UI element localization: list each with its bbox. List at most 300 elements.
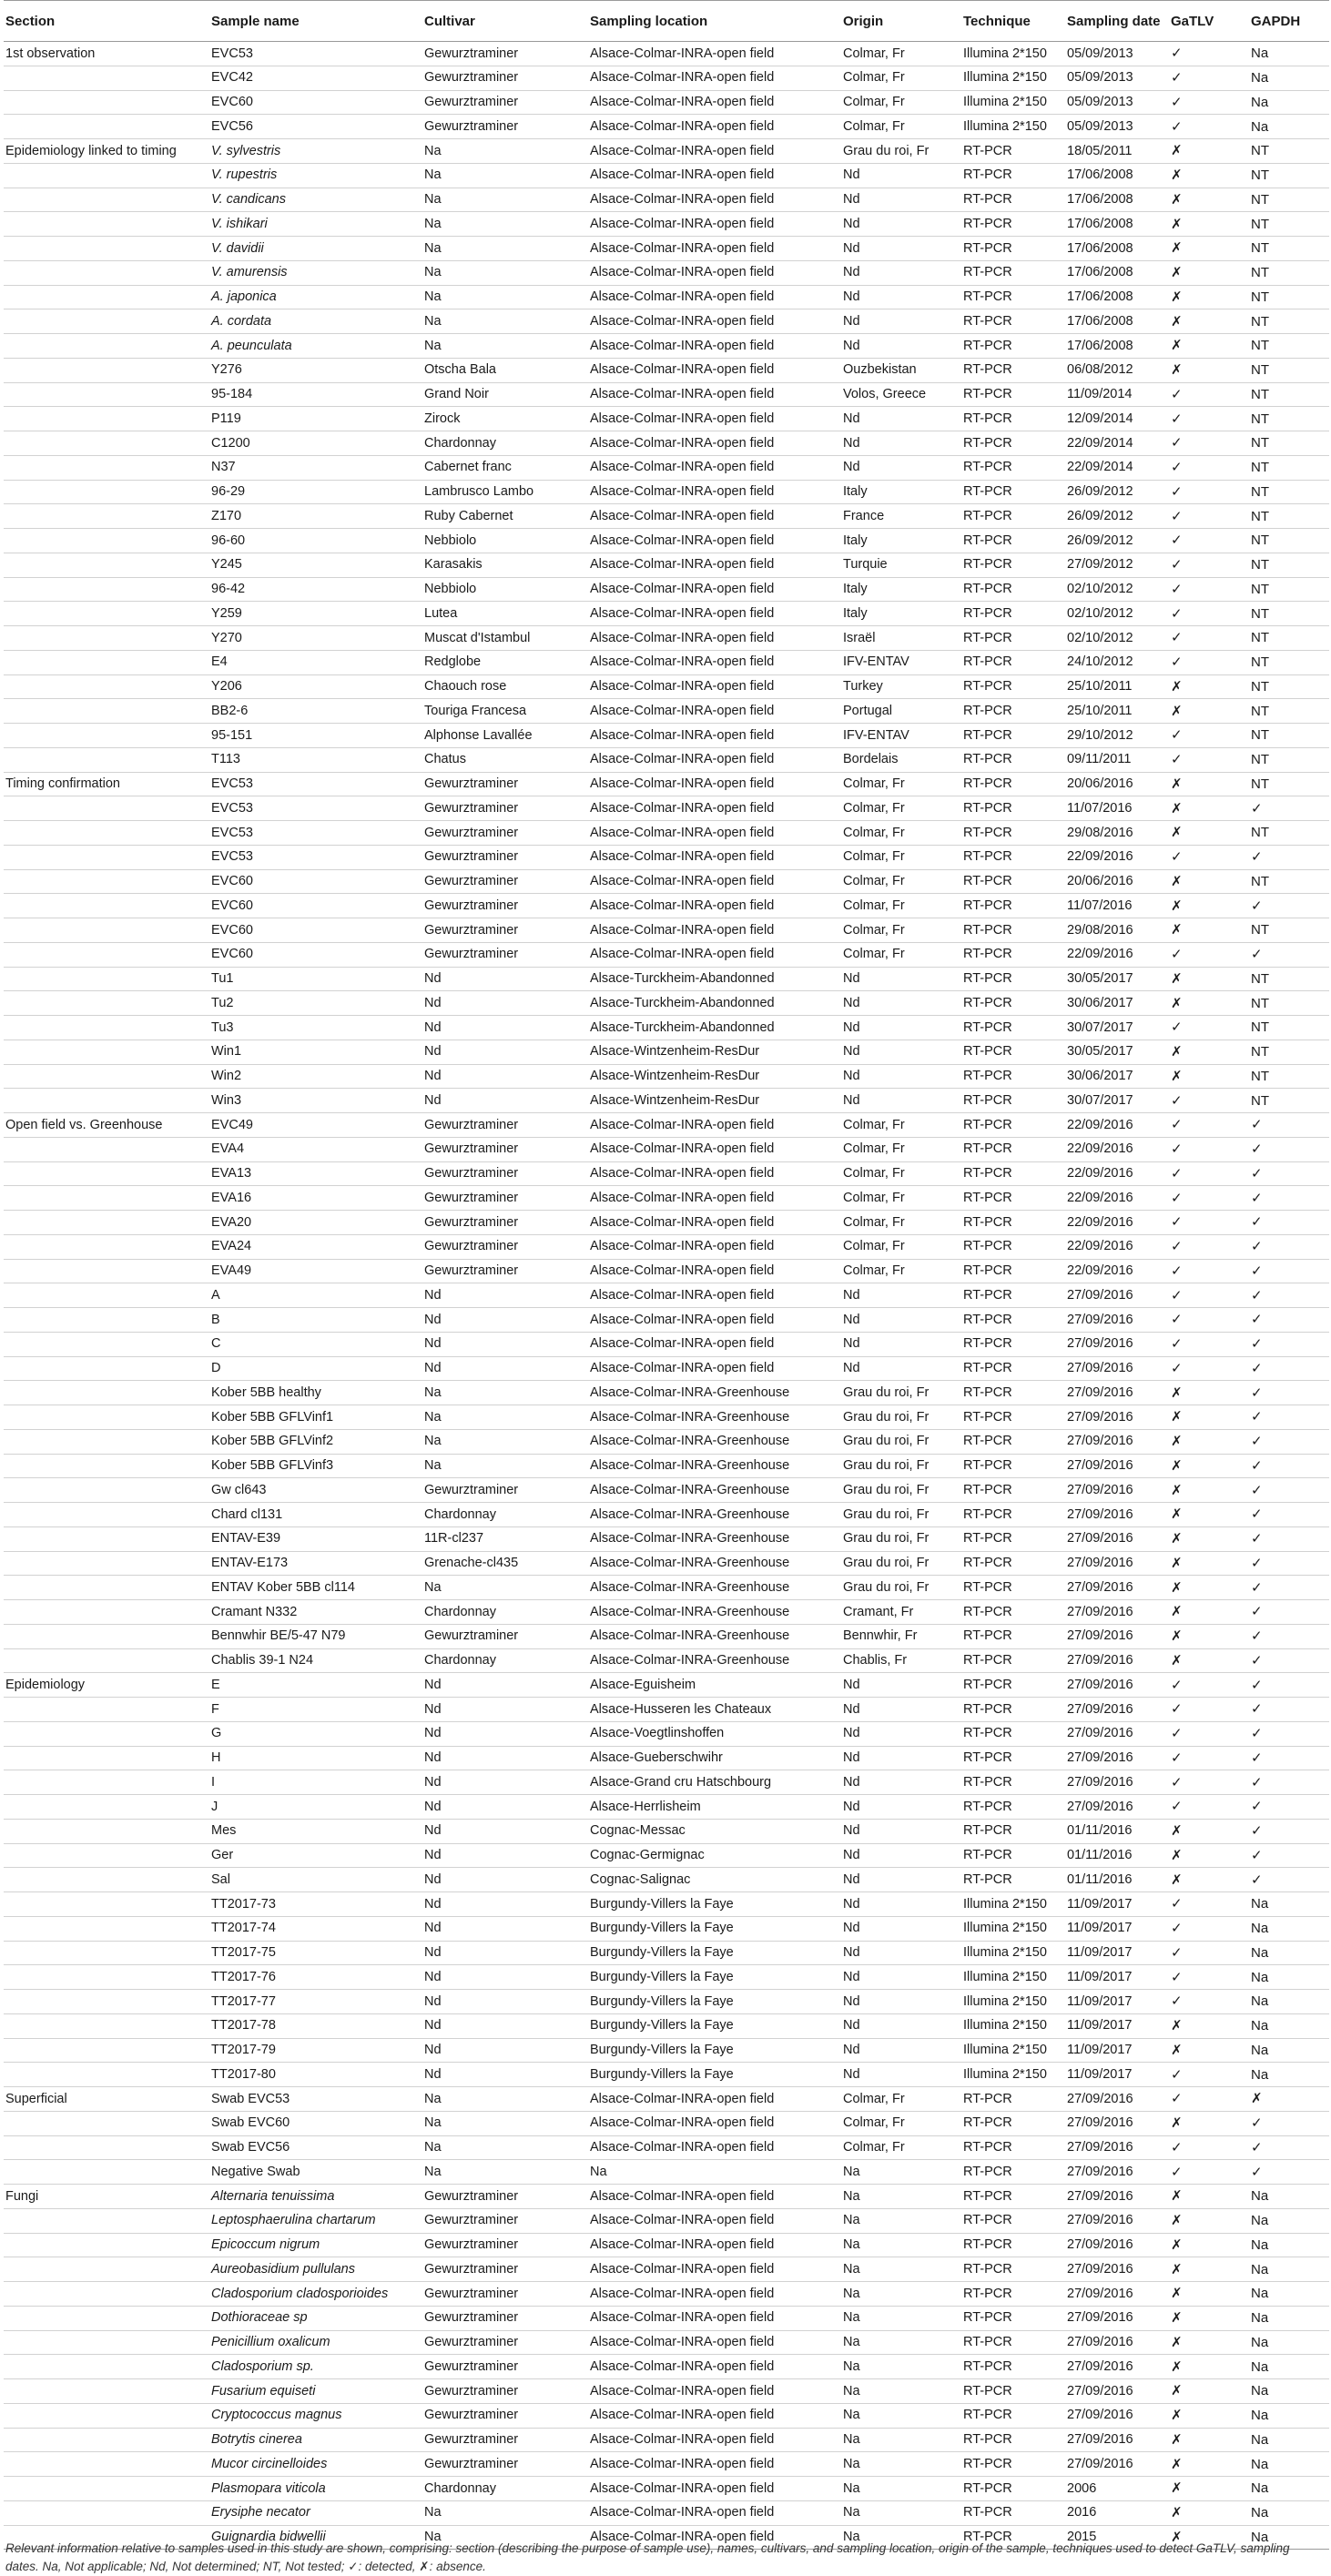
cell-sampling-date: 27/09/2016 (1065, 1478, 1169, 1503)
cell-origin: Cramant, Fr (841, 1600, 961, 1625)
cell-origin: Colmar, Fr (841, 1161, 961, 1186)
cell-gapdh: NT (1249, 382, 1329, 407)
cell-cultivar: Grand Noir (422, 382, 588, 407)
cell-section (4, 66, 209, 90)
cell-gatlv: ✓ (1169, 42, 1249, 66)
table-caption (5, 2540, 1326, 2576)
cell-section (4, 747, 209, 772)
table-row (4, 2185, 1329, 2209)
cell-sampling-location: Alsace-Colmar-INRA-open field (588, 309, 841, 334)
cell-sampling-location: Alsace-Colmar-INRA-open field (588, 650, 841, 674)
cell-gatlv: ✓ (1169, 1137, 1249, 1161)
cell-technique: Illumina 2*150 (961, 2038, 1065, 2063)
cell-technique: RT-PCR (961, 1624, 1065, 1648)
cell-sampling-location: Alsace-Colmar-INRA-open field (588, 772, 841, 796)
cell-gatlv: ✗ (1169, 2185, 1249, 2209)
cell-section (4, 2428, 209, 2452)
cell-sampling-date: 27/09/2016 (1065, 2185, 1169, 2209)
species-name: Aureobasidium pullulans (211, 2261, 355, 2277)
cell-origin: Grau du roi, Fr (841, 1478, 961, 1503)
cell-gatlv: ✗ (1169, 1405, 1249, 1430)
table-row (4, 2500, 1329, 2525)
cell-technique: RT-PCR (961, 1795, 1065, 1820)
cell-sampling-location: Alsace-Colmar-INRA-open field (588, 869, 841, 894)
table-row (4, 869, 1329, 894)
cell-technique: RT-PCR (961, 1161, 1065, 1186)
species-name: V. rupestris (211, 167, 278, 183)
cell-sampling-location: Alsace-Colmar-INRA-open field (588, 2428, 841, 2452)
cell-sampling-date: 27/09/2016 (1065, 2135, 1169, 2160)
cell-gapdh: NT (1249, 1040, 1329, 1064)
cell-technique: RT-PCR (961, 2185, 1065, 2209)
cell-section (4, 529, 209, 553)
cell-technique: RT-PCR (961, 260, 1065, 285)
cell-sampling-location: Alsace-Colmar-INRA-Greenhouse (588, 1478, 841, 1503)
cell-origin: Na (841, 2525, 961, 2550)
cell-sampling-date: 29/08/2016 (1065, 918, 1169, 943)
cell-technique: RT-PCR (961, 2379, 1065, 2404)
cell-gatlv: ✗ (1169, 2038, 1249, 2063)
cell-cultivar: Nd (422, 1673, 588, 1698)
cell-origin: Grau du roi, Fr (841, 1576, 961, 1600)
cell-cultivar: Gewurztraminer (422, 845, 588, 869)
cell-section (4, 1332, 209, 1356)
cell-gatlv: ✓ (1169, 2160, 1249, 2185)
cell-origin: Nd (841, 2038, 961, 2063)
cell-gapdh: ✓ (1249, 1211, 1329, 1235)
table-row (4, 1234, 1329, 1259)
cell-origin: Colmar, Fr (841, 869, 961, 894)
cell-sample-name: Sal (209, 1868, 422, 1892)
cell-gapdh: NT (1249, 821, 1329, 846)
cell-gatlv: ✗ (1169, 2330, 1249, 2355)
cell-sampling-location: Alsace-Colmar-INRA-open field (588, 480, 841, 504)
cell-gapdh: Na (1249, 2063, 1329, 2087)
cell-gapdh: Na (1249, 2403, 1329, 2428)
cell-gatlv: ✓ (1169, 650, 1249, 674)
cell-sampling-location: Alsace-Colmar-INRA-open field (588, 212, 841, 237)
cell-sampling-location: Alsace-Colmar-INRA-open field (588, 2330, 841, 2355)
cell-technique: RT-PCR (961, 1113, 1065, 1138)
cell-cultivar: Na (422, 212, 588, 237)
cell-cultivar: Na (422, 2160, 588, 2185)
cell-origin: Nd (841, 1868, 961, 1892)
cell-technique: RT-PCR (961, 2355, 1065, 2379)
cell-sample-name: 96-29 (209, 480, 422, 504)
cell-section (4, 1161, 209, 1186)
cell-sample-name: EVA4 (209, 1137, 422, 1161)
cell-technique: RT-PCR (961, 869, 1065, 894)
cell-sample-name: Kober 5BB GFLVinf3 (209, 1454, 422, 1478)
cell-sampling-location: Alsace-Colmar-INRA-open field (588, 2525, 841, 2550)
cell-sample-name (209, 212, 422, 237)
cell-gapdh: ✓ (1249, 1405, 1329, 1430)
cell-origin: Na (841, 2306, 961, 2330)
cell-gatlv: ✓ (1169, 2135, 1249, 2160)
cell-origin: Grau du roi, Fr (841, 139, 961, 164)
cell-gapdh: ✓ (1249, 1429, 1329, 1454)
cell-cultivar: Karasakis (422, 553, 588, 577)
cell-cultivar: Na (422, 188, 588, 212)
cell-gapdh: NT (1249, 260, 1329, 285)
table-row (4, 2282, 1329, 2307)
cell-cultivar: Chaouch rose (422, 674, 588, 699)
cell-gapdh: ✓ (1249, 1478, 1329, 1503)
cell-sample-name (209, 309, 422, 334)
cell-sampling-date: 27/09/2016 (1065, 1576, 1169, 1600)
cell-cultivar: Na (422, 2087, 588, 2112)
table-row (4, 1721, 1329, 1746)
cell-sampling-date: 22/09/2016 (1065, 1259, 1169, 1283)
cell-cultivar: Gewurztraminer (422, 2379, 588, 2404)
table-row (4, 1454, 1329, 1478)
cell-technique: Illumina 2*150 (961, 1965, 1065, 1990)
cell-section (4, 991, 209, 1016)
table-row (4, 1478, 1329, 1503)
cell-sample-name: EVC53 (209, 42, 422, 66)
cell-sample-name: EVC56 (209, 115, 422, 139)
cell-cultivar: Gewurztraminer (422, 2306, 588, 2330)
cell-sampling-date: 27/09/2016 (1065, 2233, 1169, 2257)
cell-sample-name: TT2017-73 (209, 1892, 422, 1917)
cell-sampling-date: 27/09/2016 (1065, 2355, 1169, 2379)
cell-gapdh: Na (1249, 1965, 1329, 1990)
cell-gatlv: ✗ (1169, 2306, 1249, 2330)
cell-origin: Nd (841, 1819, 961, 1843)
cell-technique: Illumina 2*150 (961, 1892, 1065, 1917)
table-row (4, 918, 1329, 943)
cell-sampling-location: Alsace-Colmar-INRA-open field (588, 602, 841, 626)
cell-origin: Nd (841, 1843, 961, 1868)
cell-sample-name: TT2017-80 (209, 2063, 422, 2087)
cell-origin: Colmar, Fr (841, 942, 961, 967)
cell-section (4, 115, 209, 139)
cell-origin: Nd (841, 1016, 961, 1040)
cell-cultivar: Nd (422, 1843, 588, 1868)
cell-sampling-location: Alsace-Colmar-INRA-open field (588, 674, 841, 699)
cell-section (4, 1721, 209, 1746)
cell-gatlv: ✓ (1169, 2087, 1249, 2112)
cell-sampling-date: 22/09/2016 (1065, 942, 1169, 967)
cell-sample-name: EVA24 (209, 1234, 422, 1259)
cell-sample-name (209, 2452, 422, 2477)
cell-technique: RT-PCR (961, 553, 1065, 577)
cell-sampling-location: Alsace-Colmar-INRA-open field (588, 2208, 841, 2233)
cell-section (4, 1551, 209, 1576)
cell-gapdh: ✓ (1249, 1795, 1329, 1820)
table-row (4, 455, 1329, 480)
table-row (4, 309, 1329, 334)
cell-cultivar: Gewurztraminer (422, 2208, 588, 2233)
cell-sampling-location: Burgundy-Villers la Faye (588, 1892, 841, 1917)
cell-origin: Na (841, 2185, 961, 2209)
cell-sample-name: ENTAV-E39 (209, 1526, 422, 1551)
cell-sampling-date: 11/09/2017 (1065, 1941, 1169, 1965)
cell-section (4, 1990, 209, 2014)
cell-sampling-date: 17/06/2008 (1065, 334, 1169, 359)
cell-cultivar: Chatus (422, 747, 588, 772)
cell-sampling-location: Alsace-Colmar-INRA-open field (588, 2355, 841, 2379)
cell-cultivar: Gewurztraminer (422, 1234, 588, 1259)
species-name: V. ishikari (211, 216, 268, 231)
cell-sampling-location: Alsace-Wintzenheim-ResDur (588, 1040, 841, 1064)
cell-sample-name: TT2017-77 (209, 1990, 422, 2014)
cell-section (4, 431, 209, 456)
cell-sample-name: I (209, 1770, 422, 1795)
table-row (4, 1795, 1329, 1820)
cell-sampling-date: 22/09/2016 (1065, 1137, 1169, 1161)
cell-gatlv: ✗ (1169, 2452, 1249, 2477)
cell-cultivar: Na (422, 334, 588, 359)
cell-cultivar: Na (422, 2500, 588, 2525)
cell-sampling-date: 22/09/2016 (1065, 845, 1169, 869)
cell-sampling-date: 27/09/2016 (1065, 1624, 1169, 1648)
cell-gapdh: NT (1249, 504, 1329, 529)
cell-section (4, 553, 209, 577)
table-row (4, 431, 1329, 456)
cell-technique: RT-PCR (961, 285, 1065, 309)
cell-cultivar: Nd (422, 1283, 588, 1308)
cell-sample-name: EVC60 (209, 869, 422, 894)
cell-sampling-location: Alsace-Herrlisheim (588, 1795, 841, 1820)
cell-technique: RT-PCR (961, 1381, 1065, 1405)
table-row (4, 674, 1329, 699)
cell-sampling-location: Alsace-Colmar-INRA-open field (588, 2257, 841, 2282)
cell-origin: Colmar, Fr (841, 90, 961, 115)
cell-gatlv: ✗ (1169, 1526, 1249, 1551)
table-row (4, 1308, 1329, 1333)
cell-gatlv: ✗ (1169, 188, 1249, 212)
cell-gapdh: ✓ (1249, 1721, 1329, 1746)
cell-gapdh: Na (1249, 2477, 1329, 2501)
cell-gapdh: ✓ (1249, 1624, 1329, 1648)
cell-technique: RT-PCR (961, 2233, 1065, 2257)
cell-gatlv: ✓ (1169, 1234, 1249, 1259)
cell-section (4, 2257, 209, 2282)
cell-sampling-date: 26/09/2012 (1065, 529, 1169, 553)
header-cultivar: Cultivar (422, 1, 588, 42)
cell-sample-name: Kober 5BB GFLVinf2 (209, 1429, 422, 1454)
cell-cultivar: Gewurztraminer (422, 1259, 588, 1283)
cell-sampling-location: Alsace-Colmar-INRA-open field (588, 2233, 841, 2257)
cell-cultivar: Nd (422, 1332, 588, 1356)
cell-section (4, 1211, 209, 1235)
cell-gapdh: Na (1249, 2525, 1329, 2550)
cell-sampling-location: Alsace-Colmar-INRA-open field (588, 918, 841, 943)
cell-technique: RT-PCR (961, 480, 1065, 504)
cell-sampling-location: Alsace-Colmar-INRA-Greenhouse (588, 1551, 841, 1576)
cell-section (4, 260, 209, 285)
cell-gatlv: ✗ (1169, 2477, 1249, 2501)
cell-origin: Colmar, Fr (841, 772, 961, 796)
cell-cultivar: Na (422, 2525, 588, 2550)
cell-section (4, 2038, 209, 2063)
cell-cultivar: Gewurztraminer (422, 90, 588, 115)
table-row (4, 2477, 1329, 2501)
cell-gatlv: ✓ (1169, 66, 1249, 90)
table-row (4, 1576, 1329, 1600)
cell-gapdh: ✓ (1249, 1503, 1329, 1527)
cell-gapdh: NT (1249, 699, 1329, 724)
cell-sampling-date: 27/09/2016 (1065, 1600, 1169, 1625)
cell-gatlv: ✓ (1169, 431, 1249, 456)
table-row (4, 42, 1329, 66)
cell-sample-name (209, 237, 422, 261)
table-row (4, 1405, 1329, 1430)
cell-origin: Colmar, Fr (841, 1234, 961, 1259)
cell-cultivar: Gewurztraminer (422, 918, 588, 943)
cell-gatlv: ✓ (1169, 480, 1249, 504)
cell-gapdh: NT (1249, 1089, 1329, 1113)
cell-gatlv: ✗ (1169, 1381, 1249, 1405)
cell-sampling-date: 09/11/2011 (1065, 747, 1169, 772)
cell-sample-name: Y259 (209, 602, 422, 626)
table-row (4, 1332, 1329, 1356)
cell-technique: RT-PCR (961, 2208, 1065, 2233)
cell-sampling-date: 11/07/2016 (1065, 894, 1169, 918)
cell-sampling-date: 27/09/2016 (1065, 1381, 1169, 1405)
cell-cultivar: Lutea (422, 602, 588, 626)
cell-gapdh: NT (1249, 358, 1329, 382)
cell-section (4, 1843, 209, 1868)
cell-cultivar: Gewurztraminer (422, 2282, 588, 2307)
cell-origin: Grau du roi, Fr (841, 1551, 961, 1576)
cell-sampling-location: Alsace-Colmar-INRA-open field (588, 407, 841, 431)
header-section: Section (4, 1, 209, 42)
cell-sample-name: TT2017-76 (209, 1965, 422, 1990)
cell-section (4, 2282, 209, 2307)
cell-cultivar: Gewurztraminer (422, 66, 588, 90)
cell-gatlv: ✗ (1169, 1478, 1249, 1503)
cell-sampling-date: 30/07/2017 (1065, 1089, 1169, 1113)
cell-sampling-date: 02/10/2012 (1065, 577, 1169, 602)
cell-section (4, 382, 209, 407)
cell-sample-name (209, 2500, 422, 2525)
cell-cultivar: Gewurztraminer (422, 869, 588, 894)
cell-gatlv: ✗ (1169, 358, 1249, 382)
cell-section (4, 869, 209, 894)
cell-technique: RT-PCR (961, 334, 1065, 359)
cell-gapdh: Na (1249, 1990, 1329, 2014)
cell-sampling-location: Alsace-Colmar-INRA-open field (588, 1211, 841, 1235)
cell-origin: Nd (841, 967, 961, 991)
cell-cultivar: Nebbiolo (422, 529, 588, 553)
cell-section (4, 1478, 209, 1503)
cell-gapdh: Na (1249, 2013, 1329, 2038)
cell-sampling-location: Alsace-Colmar-INRA-open field (588, 1356, 841, 1381)
cell-sampling-location: Alsace-Colmar-INRA-open field (588, 2135, 841, 2160)
cell-technique: RT-PCR (961, 2330, 1065, 2355)
table-row (4, 1016, 1329, 1040)
cell-origin: Nd (841, 1332, 961, 1356)
cell-gapdh: NT (1249, 139, 1329, 164)
cell-cultivar: 11R-cl237 (422, 1526, 588, 1551)
cell-gatlv: ✓ (1169, 626, 1249, 651)
cell-cultivar: Nd (422, 1308, 588, 1333)
cell-sample-name: Y270 (209, 626, 422, 651)
table-row (4, 2257, 1329, 2282)
cell-sample-name: F (209, 1698, 422, 1722)
cell-origin: Grau du roi, Fr (841, 1503, 961, 1527)
cell-sampling-date: 20/06/2016 (1065, 869, 1169, 894)
cell-technique: RT-PCR (961, 2087, 1065, 2112)
cell-sampling-date: 27/09/2016 (1065, 2160, 1169, 2185)
cell-sampling-location: Alsace-Colmar-INRA-open field (588, 796, 841, 821)
cell-sampling-location: Alsace-Colmar-INRA-open field (588, 529, 841, 553)
table-row (4, 504, 1329, 529)
cell-gapdh: Na (1249, 2355, 1329, 2379)
cell-origin: Colmar, Fr (841, 42, 961, 66)
cell-technique: RT-PCR (961, 2477, 1065, 2501)
cell-gapdh: Na (1249, 2452, 1329, 2477)
cell-gapdh: ✓ (1249, 1600, 1329, 1625)
cell-sampling-location: Alsace-Colmar-INRA-open field (588, 455, 841, 480)
cell-section (4, 1089, 209, 1113)
cell-sampling-location: Burgundy-Villers la Faye (588, 1941, 841, 1965)
cell-section (4, 1892, 209, 1917)
cell-sampling-location: Alsace-Colmar-INRA-open field (588, 821, 841, 846)
cell-origin: IFV-ENTAV (841, 724, 961, 748)
cell-cultivar: Gewurztraminer (422, 2355, 588, 2379)
cell-technique: RT-PCR (961, 1356, 1065, 1381)
cell-sample-name: EVA13 (209, 1161, 422, 1186)
cell-section (4, 918, 209, 943)
cell-sample-name: Kober 5BB healthy (209, 1381, 422, 1405)
cell-sampling-date: 11/09/2017 (1065, 1916, 1169, 1941)
cell-gapdh: ✓ (1249, 2160, 1329, 2185)
cell-sample-name (209, 2257, 422, 2282)
cell-origin: Colmar, Fr (841, 1113, 961, 1138)
cell-sampling-date: 22/09/2016 (1065, 1186, 1169, 1211)
cell-gapdh: ✓ (1249, 1819, 1329, 1843)
cell-technique: RT-PCR (961, 796, 1065, 821)
cell-origin: Nd (841, 1040, 961, 1064)
table-row (4, 2355, 1329, 2379)
cell-technique: RT-PCR (961, 1770, 1065, 1795)
cell-technique: RT-PCR (961, 2282, 1065, 2307)
cell-sampling-location: Alsace-Colmar-INRA-open field (588, 553, 841, 577)
cell-section (4, 1259, 209, 1283)
table-row (4, 1600, 1329, 1625)
cell-technique: Illumina 2*150 (961, 42, 1065, 66)
cell-sampling-date: 22/09/2016 (1065, 1211, 1169, 1235)
cell-gatlv: ✗ (1169, 2257, 1249, 2282)
cell-cultivar: Na (422, 2135, 588, 2160)
cell-origin: Chablis, Fr (841, 1648, 961, 1673)
cell-gapdh: Na (1249, 2282, 1329, 2307)
cell-origin: Na (841, 2477, 961, 2501)
table-row (4, 1211, 1329, 1235)
cell-gapdh: NT (1249, 188, 1329, 212)
cell-gatlv: ✓ (1169, 1089, 1249, 1113)
cell-origin: Colmar, Fr (841, 796, 961, 821)
cell-cultivar: Nd (422, 967, 588, 991)
cell-gatlv: ✓ (1169, 1721, 1249, 1746)
cell-gapdh: NT (1249, 918, 1329, 943)
cell-sample-name (209, 285, 422, 309)
cell-cultivar: Gewurztraminer (422, 1211, 588, 1235)
cell-section: Epidemiology (4, 1673, 209, 1698)
cell-section (4, 1454, 209, 1478)
cell-sampling-date: 27/09/2016 (1065, 1648, 1169, 1673)
cell-sampling-location: Alsace-Colmar-INRA-open field (588, 382, 841, 407)
cell-origin: Grau du roi, Fr (841, 1381, 961, 1405)
cell-sampling-date: 22/09/2016 (1065, 1161, 1169, 1186)
table-row (4, 772, 1329, 796)
samples-table (4, 0, 1329, 2550)
cell-sampling-location: Alsace-Colmar-INRA-open field (588, 2087, 841, 2112)
cell-section (4, 1405, 209, 1430)
